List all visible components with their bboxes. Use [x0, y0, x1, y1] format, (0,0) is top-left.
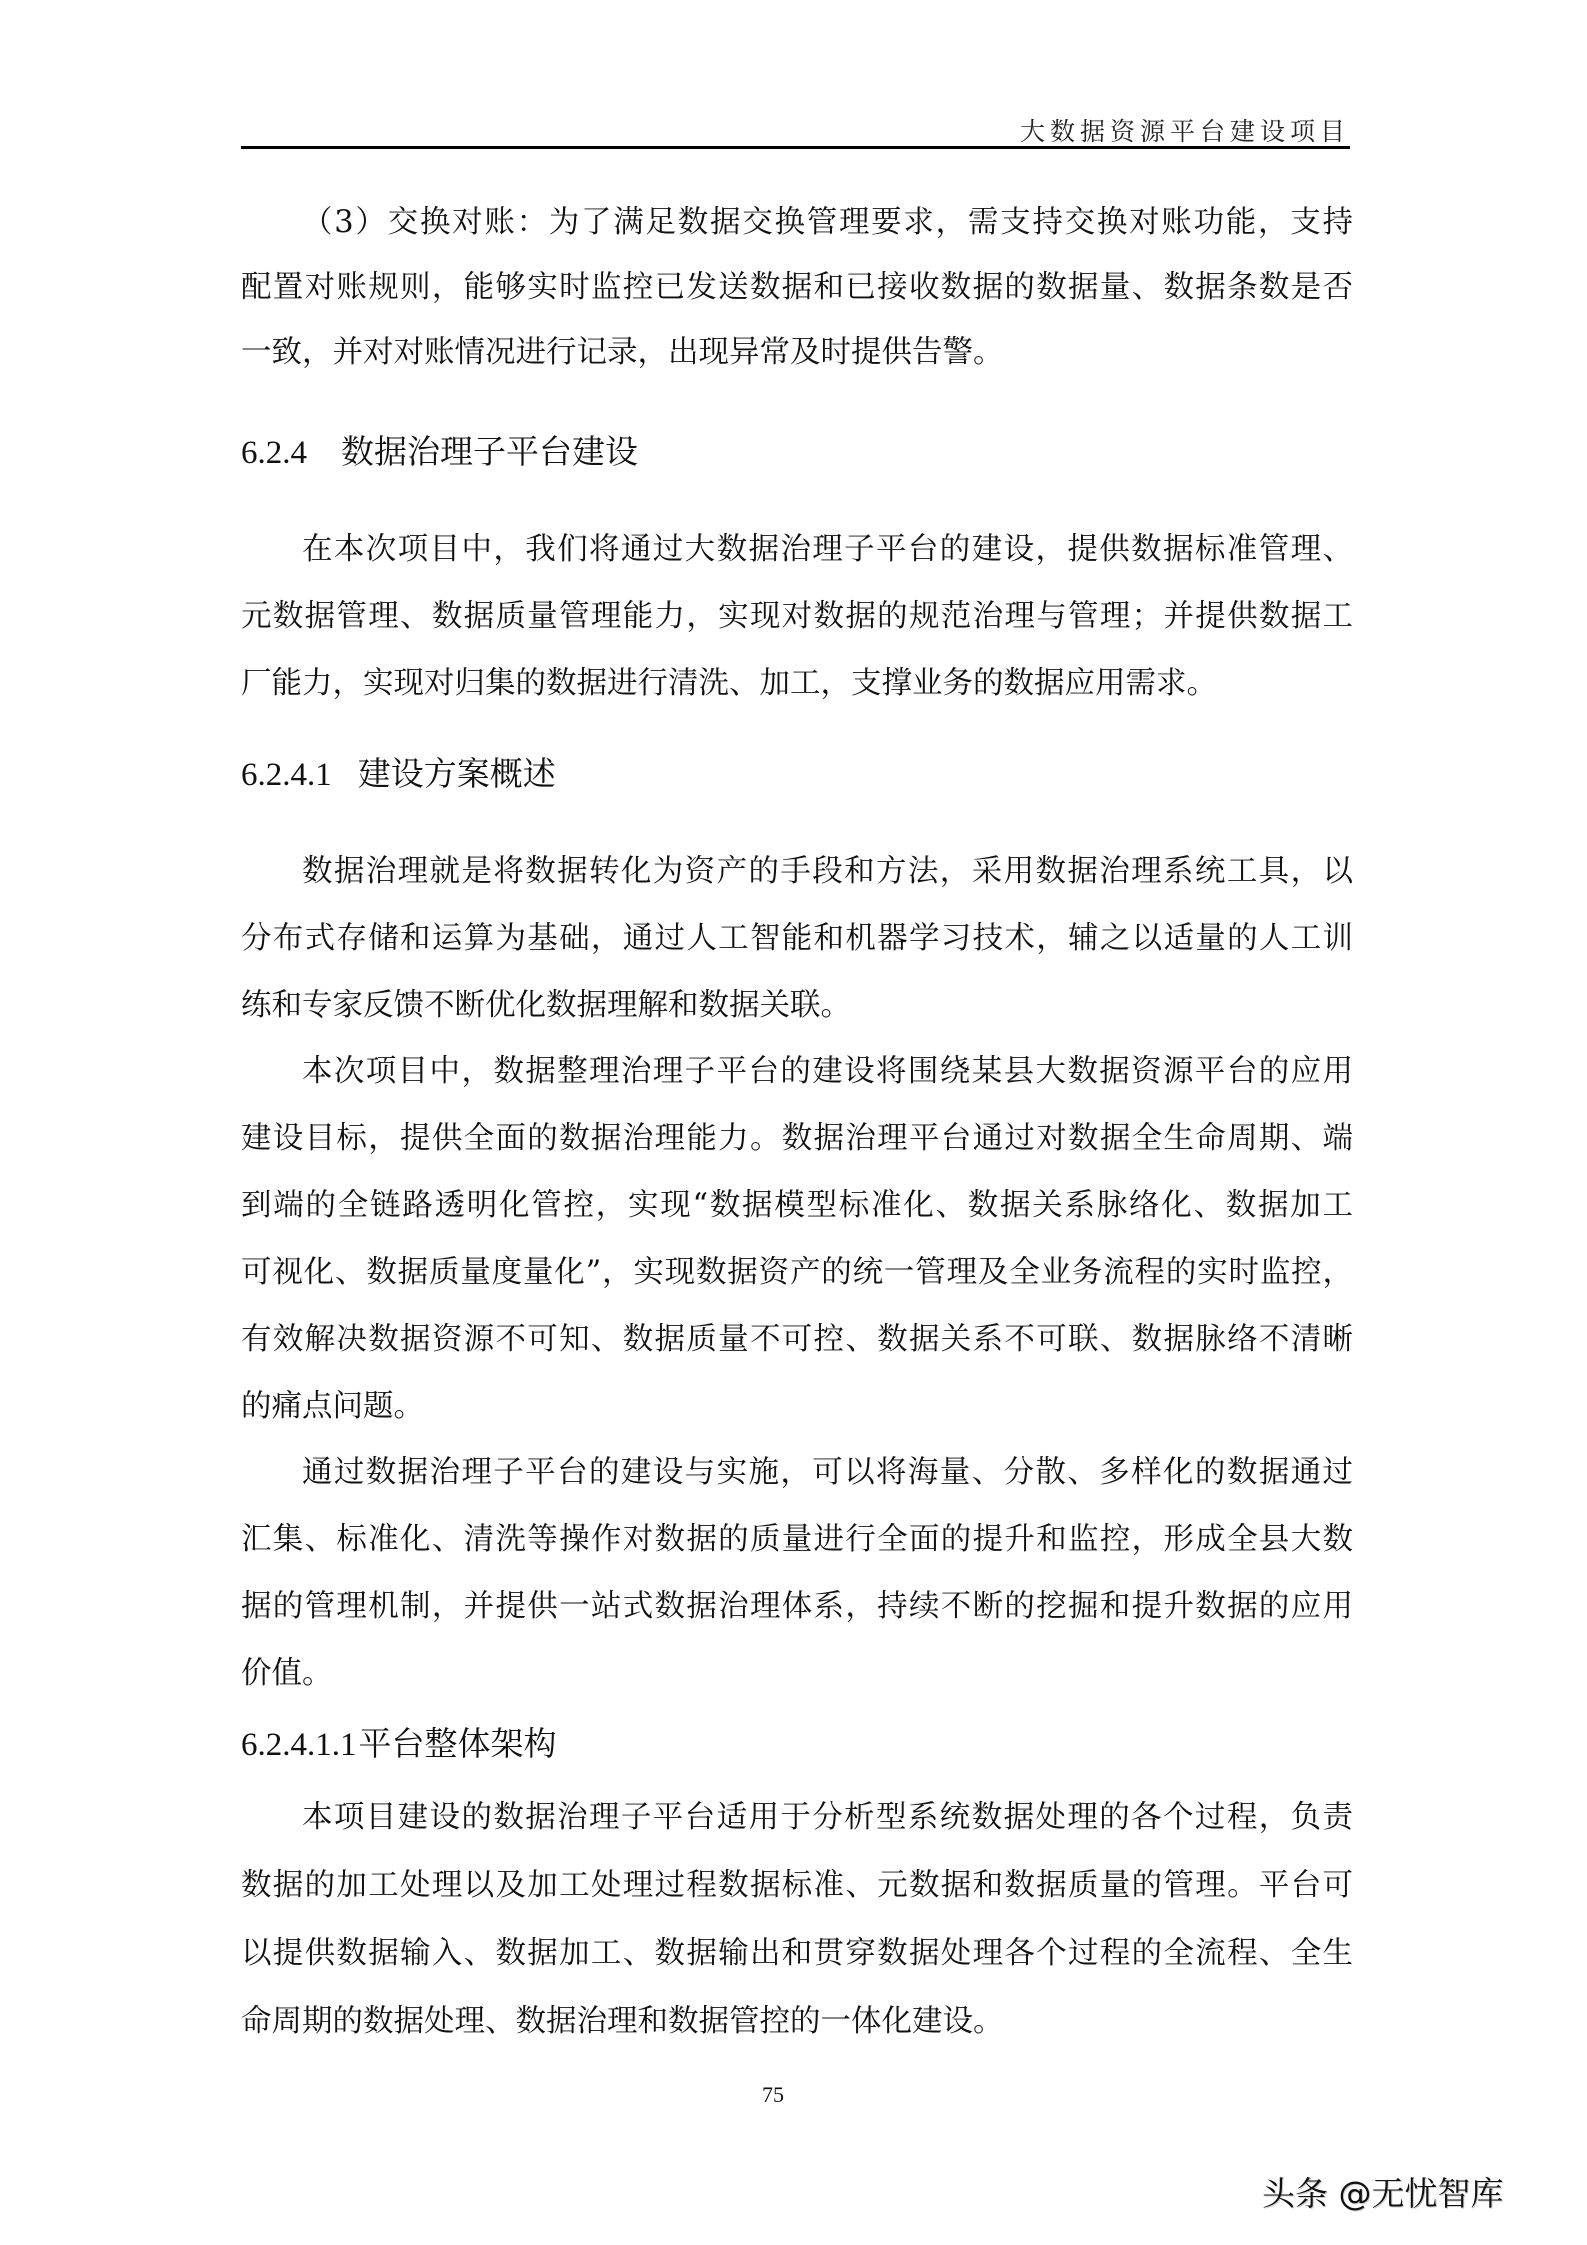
text-line: 命周期的数据处理、数据治理和数据管控的一体化建设。	[241, 2004, 1004, 2039]
heading-number: 6.2.4	[241, 435, 307, 471]
text-line: 以提供数据输入、数据加工、数据输出和贯穿数据处理各个过程的全流程、全生	[241, 1936, 1353, 1971]
text-line: 数据治理就是将数据转化为资产的手段和方法，采用数据治理系统工具，以	[302, 854, 1353, 889]
heading-title: 建设方案概述	[357, 754, 556, 793]
heading-title: 数据治理子平台建设	[341, 432, 638, 471]
heading-number: 6.2.4.1.1	[241, 1727, 357, 1763]
section-heading-6-2-4	[241, 430, 638, 475]
text-line: （3）交换对账：为了满足数据交换管理要求，需支持交换对账功能，支持	[302, 205, 1353, 240]
header-title: 大数据资源平台建设项目	[1019, 117, 1350, 146]
header-divider	[241, 146, 1350, 149]
text-line: 在本次项目中，我们将通过大数据治理子平台的建设，提供数据标准管理、	[302, 532, 1353, 567]
text-line: 到端的全链路透明化管控，实现“数据模型标准化、数据关系脉络化、数据加工	[241, 1188, 1353, 1223]
heading-number: 6.2.4.1	[241, 757, 332, 793]
text-line: 汇集、标准化、清洗等操作对数据的质量进行全面的提升和监控，形成全县大数	[241, 1522, 1353, 1557]
text-line: 配置对账规则，能够实时监控已发送数据和已接收数据的数据量、数据条数是否	[241, 270, 1353, 305]
text-line: 价值。	[241, 1656, 333, 1691]
section-heading-6-2-4-1-1	[241, 1722, 557, 1767]
text-line: 练和专家反馈不断优化数据理解和数据关联。	[241, 988, 851, 1023]
text-line: 元数据管理、数据质量管理能力，实现对数据的规范治理与管理；并提供数据工	[241, 599, 1353, 634]
page-number: 75	[762, 2082, 784, 2107]
text-line: 本项目建设的数据治理子平台适用于分析型系统数据处理的各个过程，负责	[302, 1800, 1353, 1835]
text-line: 的痛点问题。	[241, 1389, 424, 1424]
text-line: 一致，并对对账情况进行记录，出现异常及时提供告警。	[241, 335, 1004, 370]
text-line: 数据的加工处理以及加工处理过程数据标准、元数据和数据质量的管理。平台可	[241, 1868, 1353, 1903]
section-heading-6-2-4-1	[241, 752, 556, 797]
text-line: 建设目标，提供全面的数据治理能力。数据治理平台通过对数据全生命周期、端	[241, 1121, 1353, 1156]
watermark: 头条 @无忧智库	[1262, 2174, 1504, 2213]
text-line: 通过数据治理子平台的建设与实施，可以将海量、分散、多样化的数据通过	[302, 1455, 1353, 1490]
text-line: 据的管理机制，并提供一站式数据治理体系，持续不断的挖掘和提升数据的应用	[241, 1589, 1353, 1624]
text-line: 厂能力，实现对归集的数据进行清洗、加工，支撑业务的数据应用需求。	[241, 666, 1217, 701]
text-line: 可视化、数据质量度量化”，实现数据资产的统一管理及全业务流程的实时监控，	[241, 1255, 1353, 1290]
heading-title: 平台整体架构	[358, 1724, 557, 1763]
text-line: 有效解决数据资源不可知、数据质量不可控、数据关系不可联、数据脉络不清晰	[241, 1322, 1353, 1357]
text-line: 本次项目中，数据整理治理子平台的建设将围绕某县大数据资源平台的应用	[302, 1054, 1353, 1089]
text-line: 分布式存储和运算为基础，通过人工智能和机器学习技术，辅之以适量的人工训	[241, 921, 1353, 956]
